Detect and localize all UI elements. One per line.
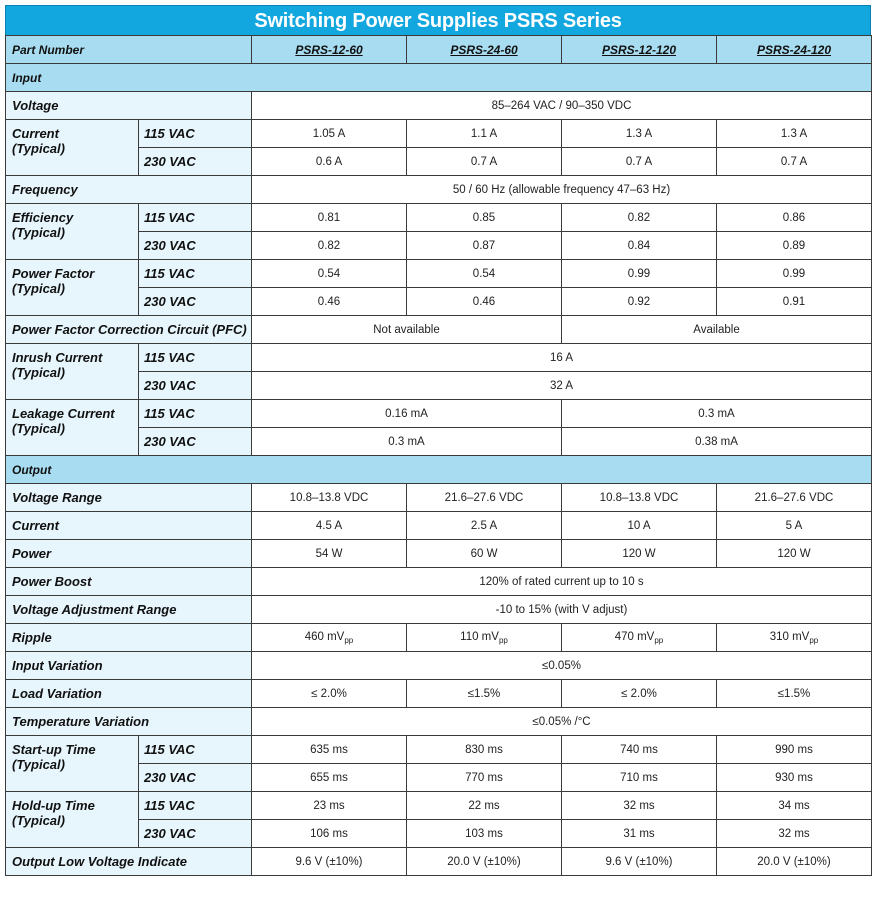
cell-value: 0.46 — [252, 288, 407, 316]
cell-value: 990 ms — [717, 736, 872, 764]
cell-value: 0.99 — [562, 260, 717, 288]
cell-value: 0.7 A — [562, 148, 717, 176]
label-line: Power Factor — [12, 266, 95, 281]
cell-value: 32 A — [252, 372, 872, 400]
cell-value — [407, 624, 562, 652]
ripple-unit-sub: pp — [498, 635, 508, 645]
cell-value: 54 W — [252, 540, 407, 568]
cell-value: 20.0 V (±10%) — [407, 848, 562, 876]
sub-label-115: 115 VAC — [139, 344, 252, 372]
sub-label-115: 115 VAC — [139, 204, 252, 232]
sub-label-230: 230 VAC — [139, 232, 252, 260]
row-label-current — [6, 120, 139, 176]
cell-value: -10 to 15% (with V adjust) — [252, 596, 872, 624]
ripple-value: 310 mV — [769, 630, 810, 643]
cell-value: 0.89 — [717, 232, 872, 260]
cell-value: 103 ms — [407, 820, 562, 848]
header-row — [6, 36, 872, 64]
cell-value: 4.5 A — [252, 512, 407, 540]
cell-value: 0.87 — [407, 232, 562, 260]
cell-value: ≤ 2.0% — [562, 680, 717, 708]
row-power — [6, 540, 872, 568]
section-input — [6, 64, 872, 92]
row-voltage-range — [6, 484, 872, 512]
row-label: Frequency — [6, 176, 252, 204]
label-line: (Typical) — [12, 365, 65, 380]
model-psrs-12-60: PSRS-12-60 — [252, 36, 407, 64]
cell-value: 20.0 V (±10%) — [717, 848, 872, 876]
row-label-startup — [6, 736, 139, 792]
sub-label-230: 230 VAC — [139, 764, 252, 792]
cell-value: 0.7 A — [717, 148, 872, 176]
sub-label-115: 115 VAC — [139, 120, 252, 148]
row-inrush-115 — [6, 344, 872, 372]
sub-label-230: 230 VAC — [139, 428, 252, 456]
cell-value: 22 ms — [407, 792, 562, 820]
row-efficiency-115 — [6, 204, 872, 232]
cell-value: 5 A — [717, 512, 872, 540]
cell-value: ≤0.05% /°C — [252, 708, 872, 736]
row-holdup-115 — [6, 792, 872, 820]
cell-value: 0.85 — [407, 204, 562, 232]
sub-label-230: 230 VAC — [139, 372, 252, 400]
row-label-inrush — [6, 344, 139, 400]
cell-value: Available — [562, 316, 872, 344]
ripple-value: 470 mV — [614, 630, 655, 643]
cell-value — [562, 624, 717, 652]
sub-label-230: 230 VAC — [139, 288, 252, 316]
cell-value: 0.38 mA — [562, 428, 872, 456]
label-line: (Typical) — [12, 813, 65, 828]
row-label: Temperature Variation — [6, 708, 252, 736]
ripple-unit-sub: pp — [344, 635, 354, 645]
row-label-power-factor — [6, 260, 139, 316]
label-line: Efficiency — [12, 210, 74, 225]
cell-value: ≤1.5% — [717, 680, 872, 708]
row-low-voltage — [6, 848, 872, 876]
cell-value: ≤1.5% — [407, 680, 562, 708]
cell-value: 0.54 — [252, 260, 407, 288]
sub-label-115: 115 VAC — [139, 400, 252, 428]
label-line: Current — [12, 126, 59, 141]
cell-value: ≤0.05% — [252, 652, 872, 680]
row-label: Current — [6, 512, 252, 540]
row-power-factor-115 — [6, 260, 872, 288]
cell-value: 32 ms — [562, 792, 717, 820]
row-frequency — [6, 176, 872, 204]
label-line: (Typical) — [12, 281, 65, 296]
cell-value: 0.3 mA — [252, 428, 562, 456]
cell-value: 1.3 A — [717, 120, 872, 148]
spec-table — [5, 35, 872, 876]
cell-value: 31 ms — [562, 820, 717, 848]
label-line: (Typical) — [12, 141, 65, 156]
ripple-value: 460 mV — [304, 630, 345, 643]
cell-value: ≤ 2.0% — [252, 680, 407, 708]
label-line: (Typical) — [12, 225, 65, 240]
cell-value: 0.82 — [562, 204, 717, 232]
cell-value: 32 ms — [717, 820, 872, 848]
label-line: Leakage Current — [12, 406, 115, 421]
cell-value: 21.6–27.6 VDC — [717, 484, 872, 512]
row-label: Voltage Range — [6, 484, 252, 512]
sub-label-115: 115 VAC — [139, 792, 252, 820]
cell-value: 635 ms — [252, 736, 407, 764]
model-psrs-24-120: PSRS-24-120 — [717, 36, 872, 64]
cell-value: 0.92 — [562, 288, 717, 316]
row-label: Voltage Adjustment Range — [6, 596, 252, 624]
cell-value: 830 ms — [407, 736, 562, 764]
cell-value: 0.54 — [407, 260, 562, 288]
cell-value: 0.46 — [407, 288, 562, 316]
part-number-label: Part Number — [6, 36, 252, 64]
sub-label-230: 230 VAC — [139, 820, 252, 848]
cell-value: 0.16 mA — [252, 400, 562, 428]
cell-value: 0.91 — [717, 288, 872, 316]
row-load-variation — [6, 680, 872, 708]
sub-label-115: 115 VAC — [139, 260, 252, 288]
cell-value — [717, 624, 872, 652]
cell-value: 655 ms — [252, 764, 407, 792]
cell-value: 23 ms — [252, 792, 407, 820]
row-temp-variation — [6, 708, 872, 736]
sub-label-115: 115 VAC — [139, 736, 252, 764]
row-voltage-adjust — [6, 596, 872, 624]
cell-value: 10 A — [562, 512, 717, 540]
row-leakage-115 — [6, 400, 872, 428]
label-line: (Typical) — [12, 757, 65, 772]
cell-value: 1.1 A — [407, 120, 562, 148]
section-output — [6, 456, 872, 484]
cell-value: 0.7 A — [407, 148, 562, 176]
cell-value: 10.8–13.8 VDC — [562, 484, 717, 512]
row-label-holdup — [6, 792, 139, 848]
section-title-output: Output — [6, 456, 872, 484]
label-line: Start-up Time — [12, 742, 96, 757]
row-label-efficiency — [6, 204, 139, 260]
label-line: Hold-up Time — [12, 798, 95, 813]
cell-value: 710 ms — [562, 764, 717, 792]
cell-value: 85–264 VAC / 90–350 VDC — [252, 92, 872, 120]
row-input-variation — [6, 652, 872, 680]
cell-value: 0.6 A — [252, 148, 407, 176]
cell-value: 9.6 V (±10%) — [252, 848, 407, 876]
label-line: (Typical) — [12, 421, 65, 436]
row-current-115 — [6, 120, 872, 148]
row-voltage — [6, 92, 872, 120]
cell-value: 120 W — [562, 540, 717, 568]
cell-value: 106 ms — [252, 820, 407, 848]
ripple-value: 110 mV — [460, 630, 499, 643]
row-label: Ripple — [6, 624, 252, 652]
row-label: Power — [6, 540, 252, 568]
row-label: Power Factor Correction Circuit (PFC) — [6, 316, 252, 344]
cell-value: 0.3 mA — [562, 400, 872, 428]
sub-label-230: 230 VAC — [139, 148, 252, 176]
spec-sheet — [5, 5, 871, 876]
cell-value: 0.99 — [717, 260, 872, 288]
label-line: Inrush Current — [12, 350, 103, 365]
section-title-input: Input — [6, 64, 872, 92]
cell-value: 10.8–13.8 VDC — [252, 484, 407, 512]
model-psrs-24-60: PSRS-24-60 — [407, 36, 562, 64]
cell-value: 120% of rated current up to 10 s — [252, 568, 872, 596]
cell-value: 1.3 A — [562, 120, 717, 148]
cell-value: Not available — [252, 316, 562, 344]
cell-value: 0.84 — [562, 232, 717, 260]
cell-value: 1.05 A — [252, 120, 407, 148]
cell-value: 740 ms — [562, 736, 717, 764]
row-output-current — [6, 512, 872, 540]
table-title: Switching Power Supplies PSRS Series — [5, 5, 871, 35]
row-label: Load Variation — [6, 680, 252, 708]
cell-value: 21.6–27.6 VDC — [407, 484, 562, 512]
cell-value: 0.86 — [717, 204, 872, 232]
cell-value: 16 A — [252, 344, 872, 372]
row-pfc — [6, 316, 872, 344]
cell-value: 0.81 — [252, 204, 407, 232]
row-ripple — [6, 624, 872, 652]
cell-value: 120 W — [717, 540, 872, 568]
cell-value: 34 ms — [717, 792, 872, 820]
row-label: Output Low Voltage Indicate — [6, 848, 252, 876]
model-psrs-12-120: PSRS-12-120 — [562, 36, 717, 64]
cell-value: 60 W — [407, 540, 562, 568]
cell-value: 770 ms — [407, 764, 562, 792]
cell-value: 9.6 V (±10%) — [562, 848, 717, 876]
row-label: Input Variation — [6, 652, 252, 680]
cell-value — [252, 624, 407, 652]
row-label: Power Boost — [6, 568, 252, 596]
cell-value: 50 / 60 Hz (allowable frequency 47–63 Hz) — [252, 176, 872, 204]
row-label-leakage — [6, 400, 139, 456]
ripple-unit-sub: pp — [654, 635, 664, 645]
ripple-unit-sub: pp — [809, 635, 819, 645]
cell-value: 2.5 A — [407, 512, 562, 540]
row-label: Voltage — [6, 92, 252, 120]
row-power-boost — [6, 568, 872, 596]
row-startup-115 — [6, 736, 872, 764]
cell-value: 0.82 — [252, 232, 407, 260]
cell-value: 930 ms — [717, 764, 872, 792]
